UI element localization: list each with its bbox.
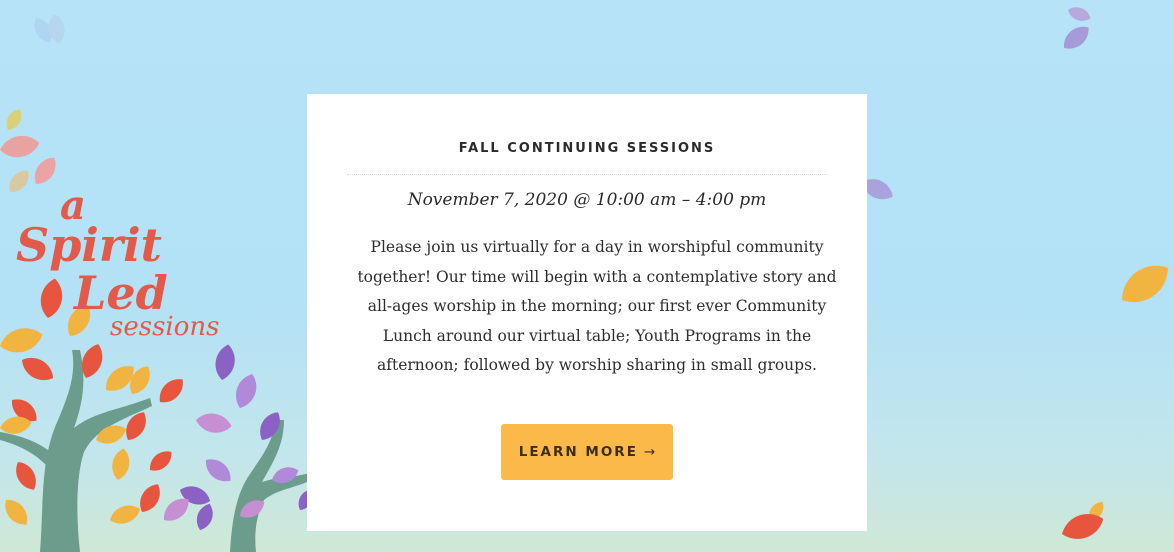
- event-title: FALL CONTINUING SESSIONS: [458, 141, 716, 156]
- logo-line-a: a: [60, 182, 86, 229]
- learn-more-label: LEARN MORE: [518, 444, 638, 460]
- falling-leaf-icon: [858, 174, 1174, 312]
- logo-line-spirit: Spirit: [16, 218, 162, 272]
- spirit-led-logo: [0, 0, 260, 360]
- event-card: [307, 94, 867, 531]
- logo-line-sessions: sessions: [110, 312, 220, 342]
- logo-line-led: Led: [74, 266, 168, 320]
- event-datetime: November 7, 2020 @ 10:00 am – 4:00 pm: [407, 190, 767, 210]
- arrow-right-icon: →: [643, 444, 656, 460]
- learn-more-button[interactable]: [501, 424, 673, 480]
- event-description: Please join us virtually for a day in worshipful community together! Our time will begin with a contemplative story and all-ages worship in the morning; our first ever Community Lunch around our virtual table; Youth Programs in the afternoon; followed by worship sharing in small groups.: [357, 238, 837, 374]
- falling-leaf-icon: [1058, 499, 1107, 545]
- falling-leaf-icon: [1059, 4, 1094, 54]
- title-divider: [347, 174, 827, 175]
